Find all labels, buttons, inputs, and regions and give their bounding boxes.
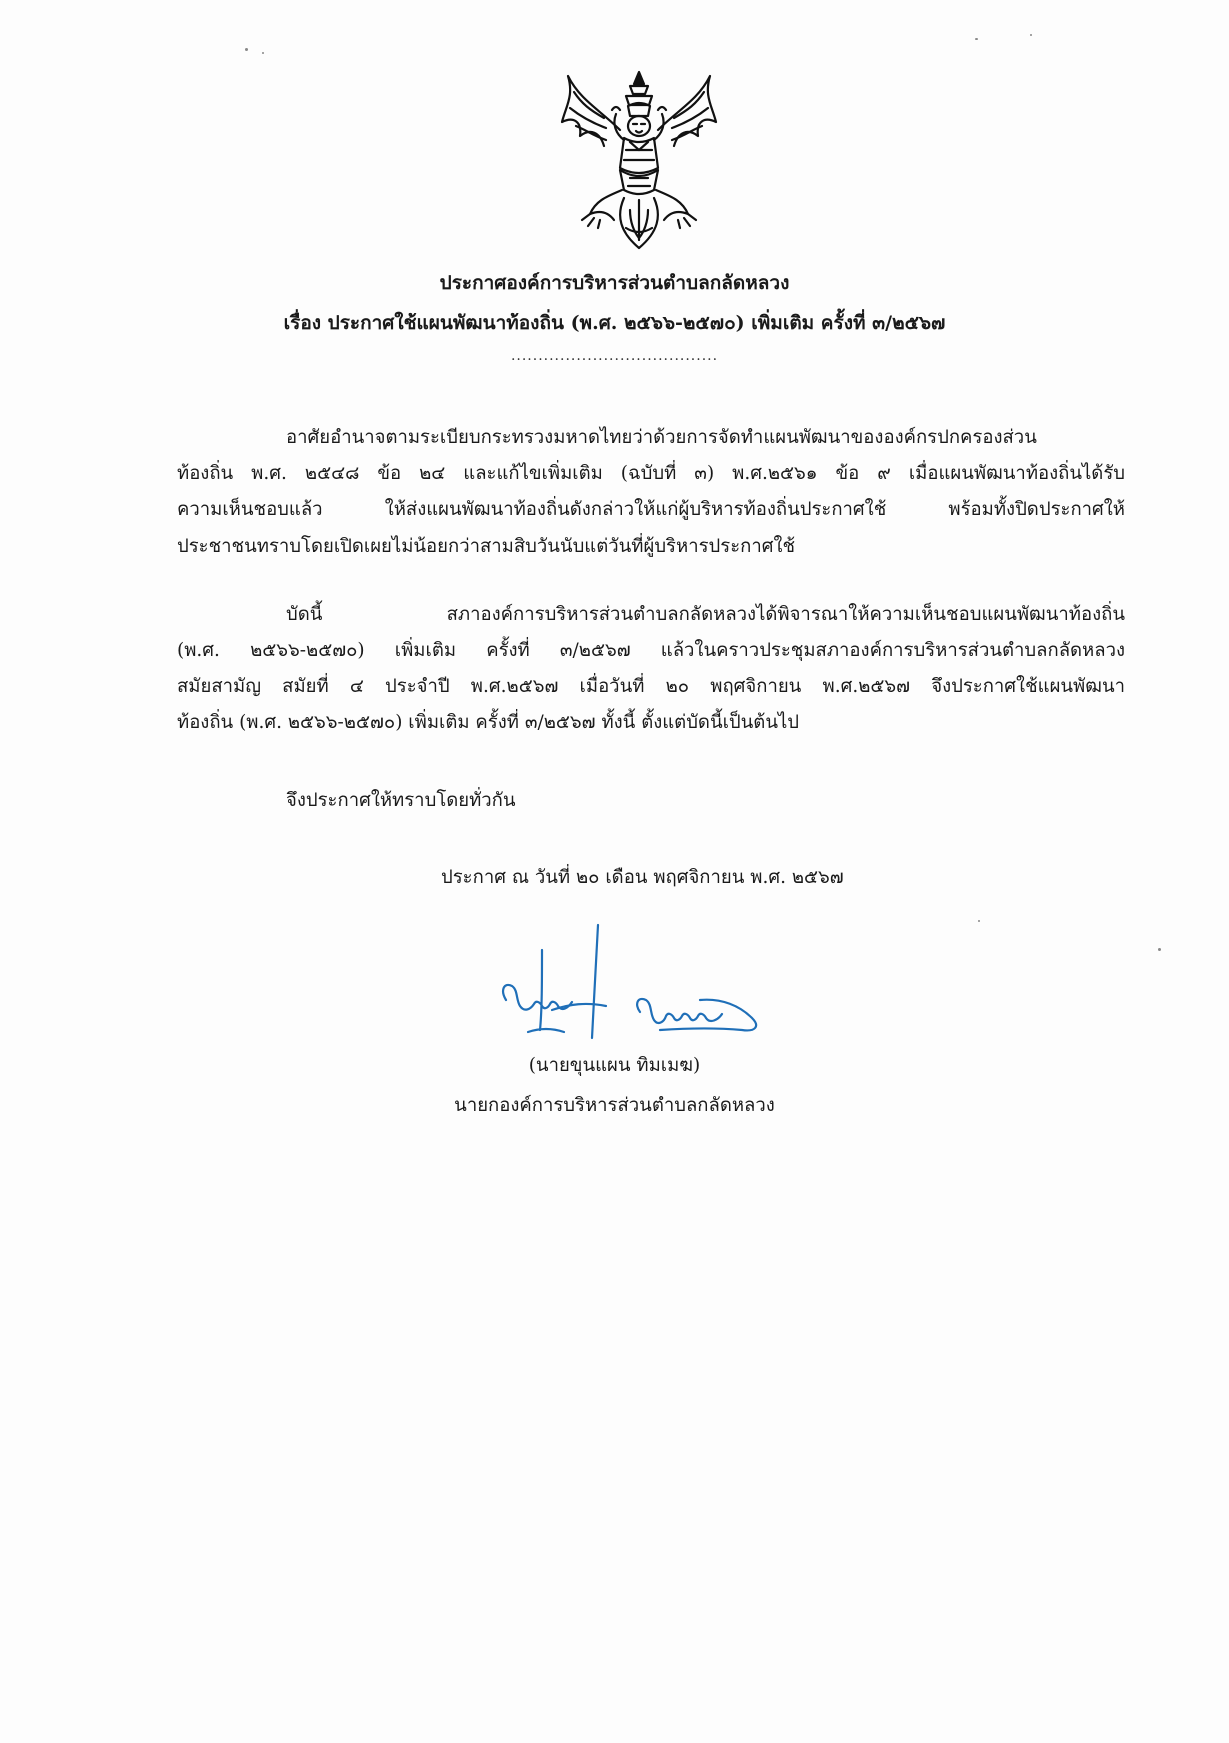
paragraph-2-line-1: บัดนี้ สภาองค์การบริหารส่วนตำบลกลัดหลวงได้พิจารณาให้ความเห็นชอบแผนพัฒนาท้องถิ่น <box>286 604 1125 625</box>
scan-speck <box>245 48 248 51</box>
garuda-emblem-icon <box>560 70 718 252</box>
closing-statement: จึงประกาศให้ทราบโดยทั่วกัน <box>286 790 516 811</box>
paragraph-2-line-4: ท้องถิ่น (พ.ศ. ๒๕๖๖-๒๕๗๐) เพิ่มเติม ครั้งที่ ๓/๒๕๖๗ ทั้งนี้ ตั้งแต่บัดนี้เป็นต้นไป <box>177 712 800 733</box>
paragraph-1-line-1: อาศัยอำนาจตามระเบียบกระทรวงมหาดไทยว่าด้วยการจัดทำแผนพัฒนาขององค์กรปกครองส่วน <box>286 427 1037 448</box>
signatory-name: (นายขุนแผน ทิมเมฆ) <box>528 1055 701 1076</box>
paragraph-2-line-2: (พ.ศ. ๒๕๖๖-๒๕๗๐) เพิ่มเติม ครั้งที่ ๓/๒๕๖๗ แล้วในคราวประชุมสภาองค์การบริหารส่วนตำบลกลัดหลวง <box>177 640 1125 661</box>
paragraph-2-line-3: สมัยสามัญ สมัยที่ ๔ ประจำปี พ.ศ.๒๕๖๗ เมื่อวันที่ ๒๐ พฤศจิกายน พ.ศ.๒๕๖๗ จึงประกาศใช้แผนพัฒนา <box>177 676 1125 697</box>
announcement-title: ประกาศองค์การบริหารส่วนตำบลกลัดหลวง <box>439 272 790 294</box>
paragraph-1-line-4: ประชาชนทราบโดยเปิดเผยไม่น้อยกว่าสามสิบวันนับแต่วันที่ผู้บริหารประกาศใช้ <box>177 536 796 557</box>
announcement-subject: เรื่อง ประกาศใช้แผนพัฒนาท้องถิ่น (พ.ศ. ๒๕๖๖-๒๕๗๐) เพิ่มเติม ครั้งที่ ๓/๒๕๖๗ <box>283 312 946 334</box>
scan-speck <box>1030 34 1032 36</box>
handwritten-signature-icon <box>490 920 780 1070</box>
separator-dots: ...................................... <box>510 348 719 364</box>
scan-speck <box>262 52 264 54</box>
announcement-date: ประกาศ ณ วันที่ ๒๐ เดือน พฤศจิกายน พ.ศ. ๒๕๖๗ <box>441 867 844 888</box>
paragraph-1-line-3: ความเห็นชอบแล้ว ให้ส่งแผนพัฒนาท้องถิ่นดังกล่าวให้แก่ผู้บริหารท้องถิ่นประกาศใช้ พร้อมทั้งปิดประกาศให้ <box>177 499 1125 520</box>
scan-speck <box>975 38 978 40</box>
scan-speck <box>978 920 980 922</box>
paragraph-1-line-2: ท้องถิ่น พ.ศ. ๒๕๔๘ ข้อ ๒๔ และแก้ไขเพิ่มเติม (ฉบับที่ ๓) พ.ศ.๒๕๖๑ ข้อ ๙ เมื่อแผนพัฒนาท้องถิ่นได้รับ <box>177 463 1125 484</box>
scan-speck <box>1158 948 1161 951</box>
signatory-position: นายกองค์การบริหารส่วนตำบลกลัดหลวง <box>454 1095 775 1116</box>
